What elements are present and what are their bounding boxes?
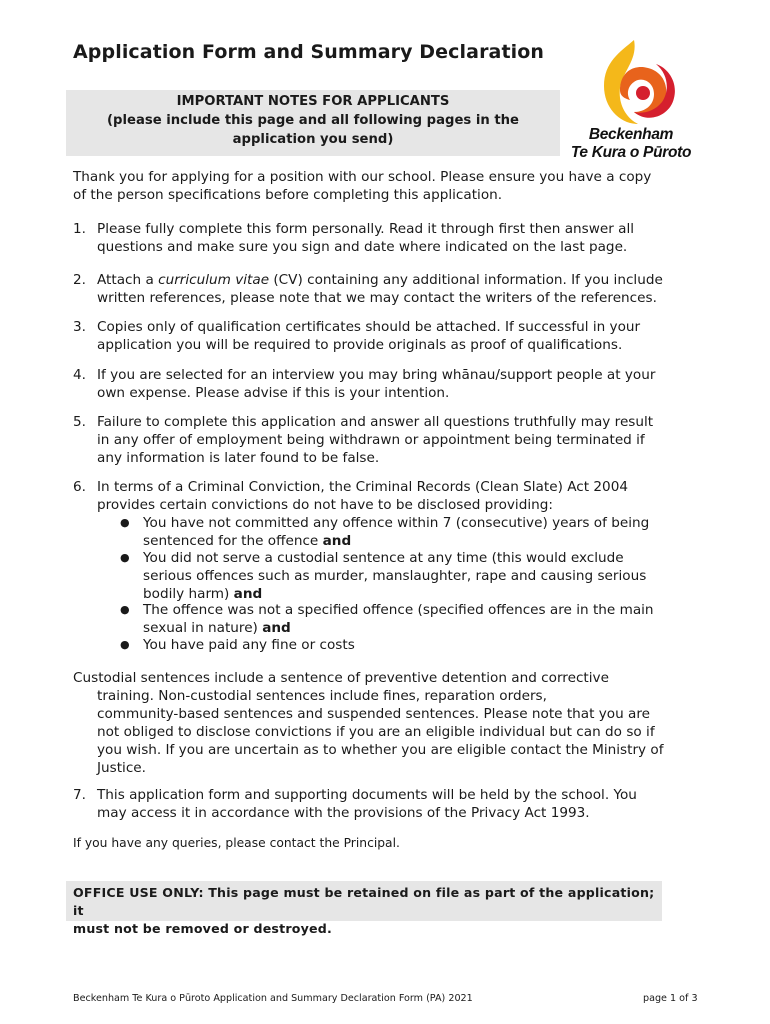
bullet-item (120, 549, 680, 603)
item-line: questions and make sure you sign and date where indicated on the last page. (97, 239, 628, 256)
item-number: 4. (73, 367, 86, 383)
item-line: Copies only of qualification certificates should be attached. If successful in your (97, 319, 641, 335)
bullet-line (143, 532, 680, 550)
bullet-icon: ● (120, 603, 130, 616)
intro-line: of the person specifications before completing this application. (73, 187, 503, 204)
queries-note: If you have any queries, please contact the Principal. (73, 836, 400, 850)
bullet-text: sentenced for the offence (143, 533, 323, 550)
item-line: In terms of a Criminal Conviction, the Criminal Records (Clean Slate) Act 2004 (97, 479, 628, 495)
item-number: 7. (73, 787, 86, 803)
bullet-line: You did not serve a custodial sentence at any time (this would exclude (143, 550, 624, 566)
item-number: 3. (73, 319, 86, 335)
bullet-item (120, 636, 680, 654)
logo-text-line1: Beckenham (588, 126, 674, 143)
notes-heading: IMPORTANT NOTES FOR APPLICANTS (176, 94, 450, 109)
item-line: application you will be required to provide originals as proof of qualifications. (97, 337, 623, 354)
custodial-line: Custodial sentences include a sentence of preventive detention and corrective (73, 670, 609, 686)
bullet-icon: ● (120, 638, 130, 651)
bullet-item (120, 601, 680, 637)
item-line: written references, please note that we may contact the writers of the references. (97, 290, 657, 307)
custodial-line: Justice. (97, 760, 146, 777)
list-item (73, 271, 703, 307)
list-item (73, 220, 703, 256)
item-line: Failure to complete this application and answer all questions truthfully may result (97, 414, 654, 430)
page-title: Application Form and Summary Declaration (73, 41, 545, 63)
item-text: (CV) containing any additional information. If you include (269, 272, 663, 288)
item-number: 2. (73, 272, 86, 288)
bullet-text: bodily harm) (143, 586, 234, 603)
custodial-line: you wish. If you are uncertain as to whether you are eligible contact the Ministry of (97, 742, 664, 759)
custodial-line: training. Non-custodial sentences include fines, reparation orders, (97, 688, 547, 705)
custodial-line: not obliged to disclose convictions if you are an eligible individual but can do so if (97, 724, 655, 741)
list-item (73, 478, 703, 514)
item-line: may access it in accordance with the provisions of the Privacy Act 1993. (97, 805, 590, 822)
bullet-bold: and (262, 620, 291, 637)
item-line (97, 271, 703, 289)
list-item (73, 786, 703, 822)
item-line: any information is later found to be false. (97, 450, 380, 467)
item-number: 6. (73, 479, 86, 495)
important-notes-box (66, 90, 560, 156)
bullet-bold: and (322, 533, 352, 550)
list-item (73, 366, 703, 402)
office-use-box (66, 881, 662, 936)
bullet-line: You have paid any fine or costs (143, 637, 355, 653)
footer-document-name: Beckenham Te Kura o Pūroto Application and Summary Declaration Form (PA) 2021 (73, 993, 473, 1004)
item-line: This application form and supporting documents will be held by the school. You (97, 787, 637, 803)
item-line: If you are selected for an interview you may bring whānau/support people at your (97, 367, 656, 383)
office-line: must not be removed or destroyed. (73, 921, 332, 936)
office-line: OFFICE USE ONLY: This page must be retained on file as part of the application; it (73, 885, 655, 918)
item-line: Please fully complete this form personally. Read it through first then answer all (97, 221, 635, 237)
bullet-icon: ● (120, 551, 130, 564)
bullet-bold: and (233, 586, 263, 603)
item-number: 1. (73, 221, 86, 237)
custodial-line: community-based sentences and suspended sentences. Please note that you are (97, 706, 651, 723)
intro-line: Thank you for applying for a position with our school. Please ensure you have a copy (73, 169, 652, 185)
notes-subheading-line2: application you send) (232, 132, 394, 147)
item-line: in any offer of employment being withdrawn or appointment being terminated if (97, 432, 645, 449)
school-logo-mark-icon (590, 38, 680, 130)
intro-paragraph (73, 168, 703, 204)
bullet-item (120, 514, 680, 550)
logo-text-line2: Te Kura o Pūroto (570, 144, 692, 161)
item-number: 5. (73, 414, 86, 430)
item-line: own expense. Please advise if this is your intention. (97, 385, 450, 402)
item-emphasis: curriculum vitae (158, 272, 270, 288)
school-logo (556, 38, 706, 166)
bullet-line: The offence was not a specified offence (specified offences are in the main (143, 602, 654, 618)
list-item (73, 318, 703, 354)
custodial-paragraph (73, 669, 703, 778)
footer-page-number: page 1 of 3 (643, 993, 698, 1004)
list-item (73, 413, 703, 467)
bullet-icon: ● (120, 516, 130, 529)
item-text: Attach a (97, 272, 159, 288)
item-line: provides certain convictions do not have to be disclosed providing: (97, 497, 553, 514)
bullet-line (143, 619, 680, 637)
bullet-line: You have not committed any offence within 7 (consecutive) years of being (143, 515, 650, 531)
bullet-line: serious offences such as murder, manslaughter, rape and causing serious (143, 568, 647, 585)
notes-subheading-line1: (please include this page and all following pages in the (107, 113, 519, 128)
bullet-text: sexual in nature) (143, 620, 263, 637)
